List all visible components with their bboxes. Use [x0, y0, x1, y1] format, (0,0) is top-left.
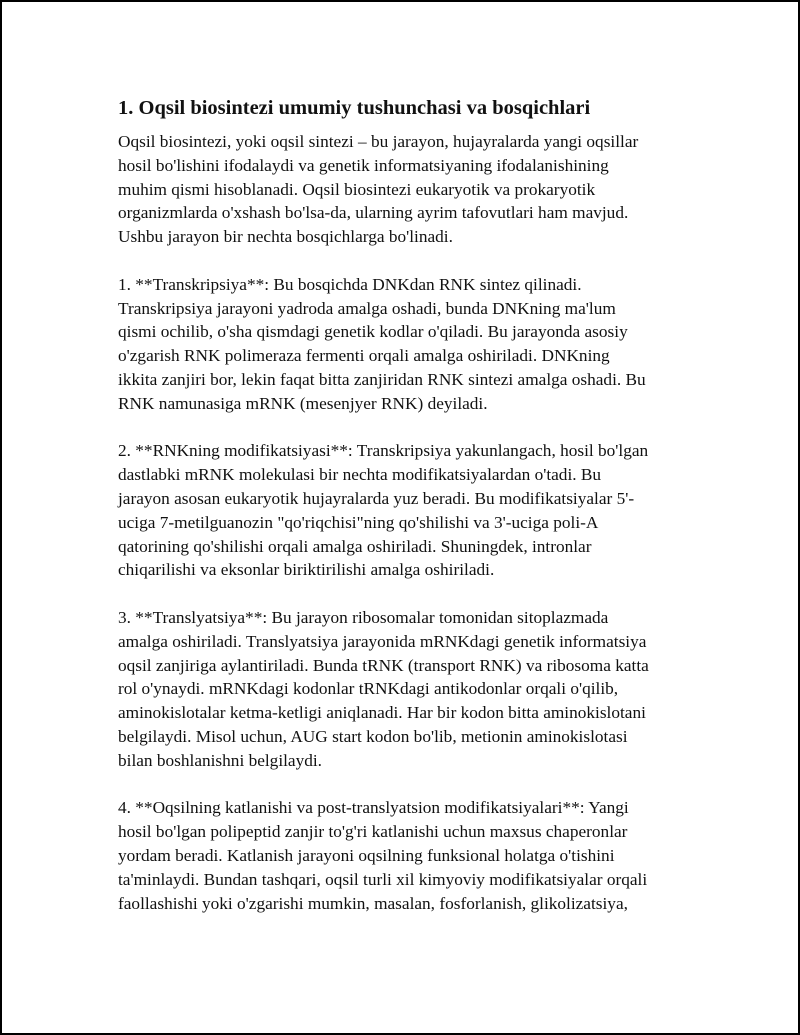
paragraph — [118, 796, 698, 915]
paragraph-line: RNK namunasiga mRNK (mesenjyer RNK) deyiladi. — [118, 393, 488, 413]
paragraph-line: qismi ochilib, o'sha qismdagi genetik kodlar o'qiladi. Bu jarayonda asosiy — [118, 322, 628, 342]
paragraph-line: chiqarilishi va eksonlar biriktirilishi amalga oshiriladi. — [118, 560, 495, 580]
paragraph-line: 2. **RNKning modifikatsiyasi**: Transkripsiya yakunlangach, hosil bo'lgan — [118, 441, 649, 461]
paragraph-line: oqsil zanjiriga aylantiriladi. Bunda tRNK (transport RNK) va ribosoma katta — [118, 655, 649, 675]
paragraph-line: qatorining qo'shilishi orqali amalga oshiriladi. Shuningdek, intronlar — [118, 536, 592, 556]
paragraph — [118, 130, 698, 249]
paragraph-line: ta'minlaydi. Bundan tashqari, oqsil turli xil kimyoviy modifikatsiyalar orqali — [118, 869, 648, 889]
paragraph-line: amalga oshiriladi. Translyatsiya jarayonida mRNKdagi genetik informatsiya — [118, 631, 647, 651]
paragraph-line: hosil bo'lishini ifodalaydi va genetik informatsiyaning ifodalanishining — [118, 155, 609, 175]
paragraph-line: Oqsil biosintezi, yoki oqsil sintezi – bu jarayon, hujayralarda yangi oqsillar — [118, 132, 639, 151]
paragraph-line: dastlabki mRNK molekulasi bir nechta modifikatsiyalardan o'tadi. Bu — [118, 465, 602, 485]
paragraph-line: faollashishi yoki o'zgarishi mumkin, masalan, fosforlanish, glikolizatsiya, — [118, 893, 628, 913]
paragraph-line: muhim qismi hisoblanadi. Oqsil biosintezi eukaryotik va prokaryotik — [118, 179, 596, 199]
paragraph-line: ikkita zanjiri bor, lekin faqat bitta zanjiridan RNK sintezi amalga oshadi. Bu — [118, 369, 646, 389]
section-heading: 1. Oqsil biosintezi umumiy tushunchasi va bosqichlari — [118, 97, 591, 119]
paragraph-line: rol o'ynaydi. mRNKdagi kodonlar tRNKdagi antikodonlar orqali o'qilib, — [118, 679, 619, 699]
paragraph-line: Ushbu jarayon bir nechta bosqichlarga bo'linadi. — [118, 227, 453, 247]
paragraph — [118, 273, 698, 416]
paragraph-line: 3. **Translyatsiya**: Bu jarayon ribosomalar tomonidan sitoplazmada — [118, 607, 609, 627]
paragraph-line: aminokislotalar ketma-ketligi aniqlanadi. Har bir kodon bitta aminokislotani — [118, 703, 646, 723]
paragraph-line: Transkripsiya jarayoni yadroda amalga oshadi, bunda DNKning ma'lum — [118, 298, 616, 318]
document-body — [118, 94, 698, 939]
paragraph-line: organizmlarda o'xshash bo'lsa-da, ularning ayrim tafovutlari ham mavjud. — [118, 203, 629, 223]
paragraph-line: uciga 7-metilguanozin "qo'riqchisi"ning qo'shilishi va 3'-uciga poli-A — [118, 512, 599, 532]
paragraph-line: yordam beradi. Katlanish jarayoni oqsilning funksional holatga o'tishini — [118, 845, 615, 865]
paragraph-line: 1. **Transkripsiya**: Bu bosqichda DNKdan RNK sintez qilinadi. — [118, 274, 582, 294]
paragraph-line: hosil bo'lgan polipeptid zanjir to'g'ri katlanishi uchun maxsus chaperonlar — [118, 822, 628, 842]
paragraph-line: o'zgarish RNK polimeraza fermenti orqali amalga oshiriladi. DNKning — [118, 346, 610, 366]
paragraph-line: belgilaydi. Misol uchun, AUG start kodon bo'lib, metionin aminokislotasi — [118, 726, 628, 746]
paragraph-line: jarayon asosan eukaryotik hujayralarda yuz beradi. Bu modifikatsiyalar 5'- — [118, 488, 635, 508]
paragraph-list — [118, 130, 698, 915]
paragraph — [118, 606, 698, 773]
paragraph-line: bilan boshlanishni belgilaydi. — [118, 750, 322, 770]
paragraph — [118, 439, 698, 582]
paragraph-line: 4. **Oqsilning katlanishi va post-translyatsion modifikatsiyalari**: Yangi — [118, 798, 629, 818]
